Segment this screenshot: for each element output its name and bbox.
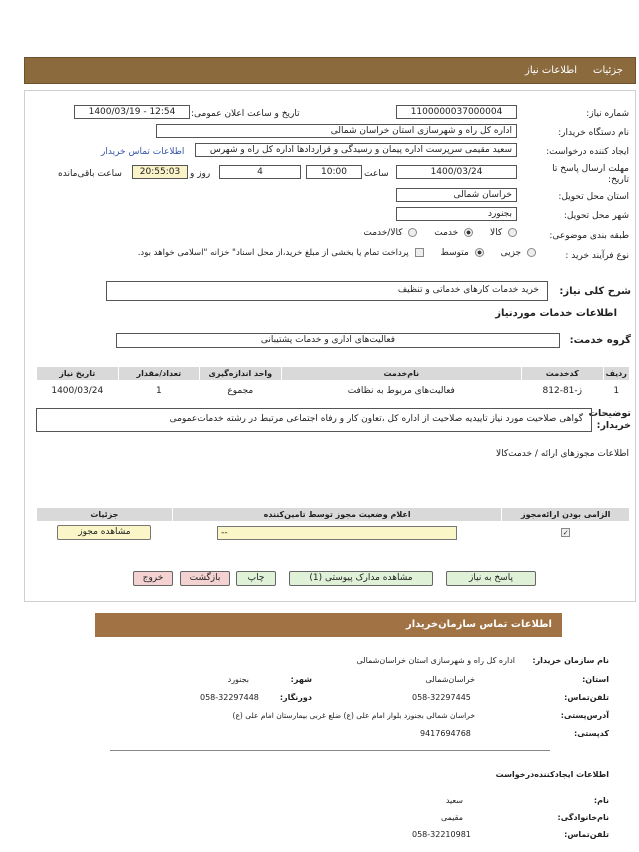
need-number-field: 1100000037000004 bbox=[396, 105, 517, 119]
exit-button[interactable]: خروج bbox=[133, 571, 173, 586]
cell-code: ز-81-812 bbox=[542, 385, 582, 396]
time-label: ساعت bbox=[364, 169, 389, 179]
col-details: جزئیات bbox=[37, 508, 173, 522]
contact-fax-label: دورنگار: bbox=[279, 693, 312, 702]
buyer-org-field: اداره کل راه و شهرسازی استان خراسان شمالی bbox=[156, 124, 517, 138]
radio-goods[interactable] bbox=[508, 228, 517, 237]
radio-service[interactable] bbox=[464, 228, 473, 237]
days-field: 4 bbox=[219, 165, 301, 179]
tab-details[interactable]: جزئیات bbox=[593, 65, 623, 76]
creator-first-name-value: سعید bbox=[445, 796, 463, 805]
city-label: شهر محل تحویل: bbox=[563, 211, 629, 221]
cell-details bbox=[37, 522, 173, 544]
contact-buyer-link[interactable]: اطلاعات تماس خریدار bbox=[101, 147, 185, 157]
creator-last-name-value: مقیمی bbox=[440, 813, 463, 822]
radio-partial[interactable] bbox=[527, 248, 536, 257]
attachments-button[interactable]: مشاهده مدارک پیوستی (1) bbox=[289, 571, 433, 586]
category-label: طبقه بندی موضوعی: bbox=[549, 231, 629, 241]
purchase-type-radios bbox=[135, 248, 536, 258]
radio-service-label: خدمت bbox=[434, 228, 459, 238]
creator-label: ایجاد کننده درخواست: bbox=[546, 147, 629, 157]
province-field: خراسان شمالی bbox=[396, 188, 517, 202]
contact-phone-label: تلفن‌تماس: bbox=[564, 693, 609, 702]
contact-phone-value: 058-32297445 bbox=[412, 693, 471, 702]
buyer-notes-label: توضیحات خریدار: bbox=[588, 408, 631, 431]
payment-checkbox[interactable] bbox=[415, 248, 424, 257]
permits-header-row bbox=[37, 508, 630, 522]
contact-province-value: خراسان‌شمالی bbox=[425, 675, 475, 684]
radio-goods-service[interactable] bbox=[408, 228, 417, 237]
table-row bbox=[37, 381, 630, 401]
view-permit-button[interactable]: مشاهده مجوز bbox=[57, 525, 151, 540]
cell-qty: 1 bbox=[155, 385, 162, 396]
contact-postal-value: 9417694768 bbox=[420, 729, 471, 738]
cell-unit: مجموع bbox=[227, 385, 254, 396]
permits-title: اطلاعات مجوزهای ارائه / خدمت‌کالا bbox=[495, 449, 629, 459]
deadline-label: مهلت ارسال پاسخ تا تاریخ: bbox=[552, 164, 629, 185]
back-button[interactable]: بازگشت bbox=[180, 571, 230, 586]
cell-name: فعالیت‌های مربوط به نظافت bbox=[347, 385, 455, 396]
summary-value: خرید خدمات کارهای خدماتی و تنظیف bbox=[397, 285, 539, 295]
days-label: روز و bbox=[190, 169, 211, 179]
radio-goods-label: کالا bbox=[489, 228, 503, 238]
creator-first-name-label: نام: bbox=[593, 796, 609, 805]
creator-info-title: اطلاعات ایجادکننده‌درخواست bbox=[495, 770, 609, 779]
buyer-notes-value: گواهی صلاحیت مورد نیاز تاییدیه صلاحیت از اداره کل ،تعاون کار و رفاه اجتماعی مرتبط در رشته خدمات‌عمومی bbox=[169, 414, 583, 424]
print-button[interactable]: چاپ bbox=[236, 571, 276, 586]
remaining-time-field: 20:55:03 bbox=[132, 165, 188, 179]
services-title: اطلاعات خدمات مورد‌نیاز bbox=[495, 308, 617, 319]
col-status: اعلام وضعیت مجوز توسط تامین‌کننده bbox=[172, 508, 502, 522]
cell-date: 1400/03/24 bbox=[51, 385, 104, 396]
topbar bbox=[24, 57, 636, 84]
category-radios bbox=[360, 228, 517, 238]
remaining-label: ساعت باقی‌مانده bbox=[58, 169, 122, 179]
contact-header bbox=[95, 613, 562, 637]
city-field: بجنورد bbox=[396, 207, 517, 221]
status-field[interactable]: -- bbox=[217, 526, 457, 540]
radio-medium-label: متوسط bbox=[440, 248, 469, 258]
col-date: تاریخ نیاز bbox=[37, 367, 119, 381]
contact-address-label: آدرس‌پستی: bbox=[560, 711, 609, 720]
cell-row: 1 bbox=[613, 385, 620, 396]
col-row: ردیف bbox=[603, 367, 629, 381]
radio-medium[interactable] bbox=[475, 248, 484, 257]
contact-city-label: شهر: bbox=[290, 675, 312, 684]
summary-field bbox=[106, 281, 548, 301]
deadline-time-field: 10:00 bbox=[306, 165, 362, 179]
announce-field: 1400/03/19 - 12:54 bbox=[74, 105, 190, 119]
announce-label: تاریخ و ساعت اعلان عمومی: bbox=[191, 109, 300, 119]
org-name-value: اداره کل راه و شهرسازی استان خراسان‌شمالی bbox=[356, 656, 515, 665]
summary-label: شرح کلی نیاز: bbox=[559, 286, 631, 297]
contact-fax-value: 058-32297448 bbox=[200, 693, 259, 702]
deadline-date-field: 1400/03/24 bbox=[396, 165, 517, 179]
contact-province-label: استان: bbox=[582, 675, 609, 684]
required-checkbox: ✓ bbox=[562, 528, 569, 537]
contact-address-value: خراسان شمالی بجنورد بلوار امام علی (ع) ضلع غربی بیمارستان امام علی (ع) bbox=[232, 711, 475, 720]
service-group-field bbox=[116, 333, 560, 348]
radio-partial-label: جزیی bbox=[500, 248, 522, 258]
need-number-label: شماره نیاز: bbox=[586, 109, 629, 119]
col-required: الزامی بودن ارائه‌مجوز bbox=[502, 508, 630, 522]
cell-status bbox=[172, 522, 502, 544]
col-code: کدخدمت bbox=[522, 367, 604, 381]
contact-city-value: بجنورد bbox=[227, 675, 249, 684]
contact-divider bbox=[110, 750, 550, 751]
creator-field: سعید مقیمی سرپرست اداره پیمان و رسیدگی و قراردادها اداره کل راه و شهرس bbox=[195, 143, 517, 157]
col-qty: تعداد/مقدار bbox=[118, 367, 200, 381]
contact-title: اطلاعات تماس سازمان‌خریدار bbox=[405, 619, 552, 630]
creator-phone-value: 058-32210981 bbox=[412, 830, 471, 839]
contact-postal-label: کدپستی: bbox=[574, 729, 609, 738]
cell-required bbox=[502, 522, 630, 544]
org-name-label: نام سازمان خریدار: bbox=[532, 656, 609, 665]
col-name: نام‌خدمت bbox=[281, 367, 521, 381]
tab-need-info[interactable]: اطلاعات نیاز bbox=[525, 65, 577, 76]
col-unit: واحد اندازه‌گیری bbox=[200, 367, 282, 381]
radio-goods-service-label: کالا/خدمت bbox=[363, 228, 403, 238]
service-group-value: فعالیت‌های اداری و خدمات پشتیبانی bbox=[260, 335, 395, 345]
permits-table bbox=[36, 507, 630, 544]
purchase-type-label: نوع فرآیند خرید : bbox=[565, 251, 629, 261]
buyer-notes-field bbox=[36, 408, 592, 432]
service-group-label: گروه خدمت: bbox=[569, 335, 631, 346]
services-header-row bbox=[37, 367, 630, 381]
services-table bbox=[36, 366, 630, 401]
reply-button[interactable]: پاسخ به نیاز bbox=[446, 571, 536, 586]
payment-note: پرداخت تمام یا بخشی از مبلغ خرید،از محل اسناد" خزانه "اسلامی خواهد بود. bbox=[137, 248, 409, 258]
buyer-org-label: نام دستگاه خریدار: bbox=[558, 128, 629, 138]
table-row bbox=[37, 522, 630, 544]
creator-last-name-label: نام‌خانوادگی: bbox=[557, 813, 609, 822]
creator-phone-label: تلفن‌تماس: bbox=[564, 830, 609, 839]
province-label: استان محل تحویل: bbox=[558, 192, 629, 202]
